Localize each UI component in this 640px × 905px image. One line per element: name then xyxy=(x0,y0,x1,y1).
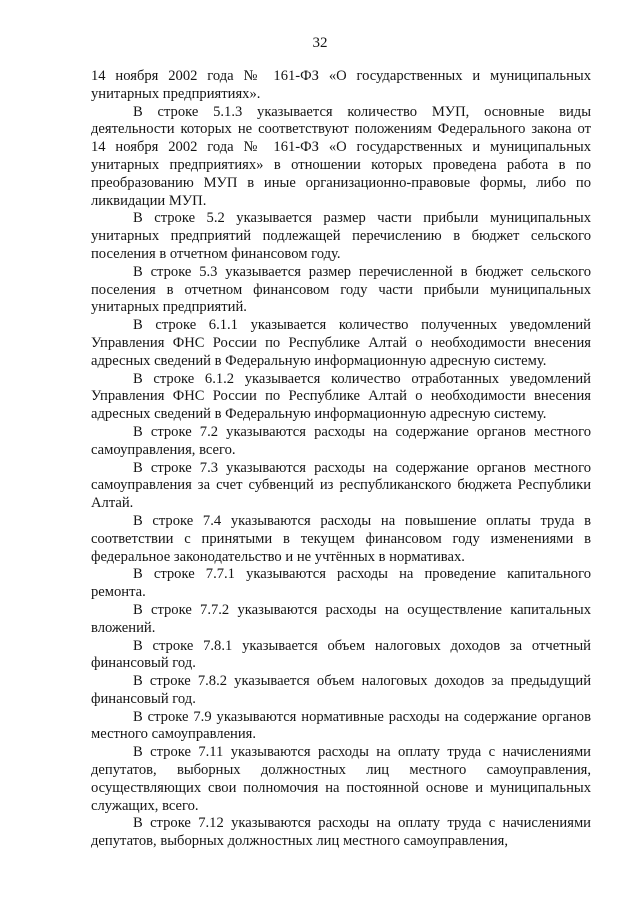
page-number: 32 xyxy=(312,35,328,51)
paragraph-line-7-7-1: В строке 7.7.1 указываются расходы на проведение капитального ремонта. xyxy=(91,566,591,601)
paragraph-line-7-11: В строке 7.11 указываются расходы на оплату труда с начислениями депутатов, выборных должностных лиц местного самоуправления, осуществляющих свои полномочия на постоянной основе и муниципальных служащих, всего. xyxy=(91,744,591,814)
paragraph-line-5-1-3: В строке 5.1.3 указывается количество МУП, основные виды деятельности которых не соответствуют положениям Федерального закона от 14 ноября 2002 года № 161-ФЗ «О государственных и муниципальных унитарных предприятиях» в отношении которых проведена работа в по преобразованию МУП в иные организационно-правовые формы, либо по ликвидации МУП. xyxy=(91,103,591,209)
paragraph-line-7-8-1: В строке 7.8.1 указывается объем налоговых доходов за отчетный финансовый год. xyxy=(91,637,591,672)
paragraph-continuation: 14 ноября 2002 года № 161-ФЗ «О государственных и муниципальных унитарных предприятиях». xyxy=(91,68,591,102)
paragraph-line-5-2: В строке 5.2 указывается размер части прибыли муниципальных унитарных предприятий подлежащей перечислению в бюджет сельского поселения в отчетном финансовом году. xyxy=(91,210,591,262)
paragraph-line-7-4: В строке 7.4 указываются расходы на повышение оплаты труда в соответствии с принятыми в текущем финансовом году изменениями в федеральное законодательство и не учтённых в нормативах. xyxy=(91,512,591,565)
paragraph-line-7-2: В строке 7.2 указываются расходы на содержание органов местного самоуправления, всего. xyxy=(91,423,591,458)
paragraph-line-7-3: В строке 7.3 указываются расходы на содержание органов местного самоуправления за счет субвенций из республиканского бюджета Республики Алтай. xyxy=(91,459,591,512)
paragraph-line-6-1-2: В строке 6.1.2 указывается количество отработанных уведомлений Управления ФНС России по Республике Алтай о необходимости внесения адресных сведений в Федеральную информационную адресную систему. xyxy=(91,370,591,423)
document-body xyxy=(91,68,591,851)
paragraph-line-7-7-2: В строке 7.7.2 указываются расходы на осуществление капитальных вложений. xyxy=(91,601,591,636)
paragraph-line-6-1-1: В строке 6.1.1 указывается количество полученных уведомлений Управления ФНС России по Республике Алтай о необходимости внесения адресных сведений в Федеральную информационную адресную систему. xyxy=(91,317,591,369)
paragraph-line-7-12: В строке 7.12 указываются расходы на оплату труда с начислениями депутатов, выборных должностных лиц местного самоуправления, xyxy=(91,815,591,850)
paragraph-line-5-3: В строке 5.3 указывается размер перечисленной в бюджет сельского поселения в отчетном финансовом году части прибыли муниципальных унитарных предприятий. xyxy=(91,263,591,316)
paragraph-line-7-8-2: В строке 7.8.2 указывается объем налоговых доходов за предыдущий финансовый год. xyxy=(91,673,591,707)
paragraph-line-7-9: В строке 7.9 указываются нормативные расходы на содержание органов местного самоуправления. xyxy=(91,708,591,743)
